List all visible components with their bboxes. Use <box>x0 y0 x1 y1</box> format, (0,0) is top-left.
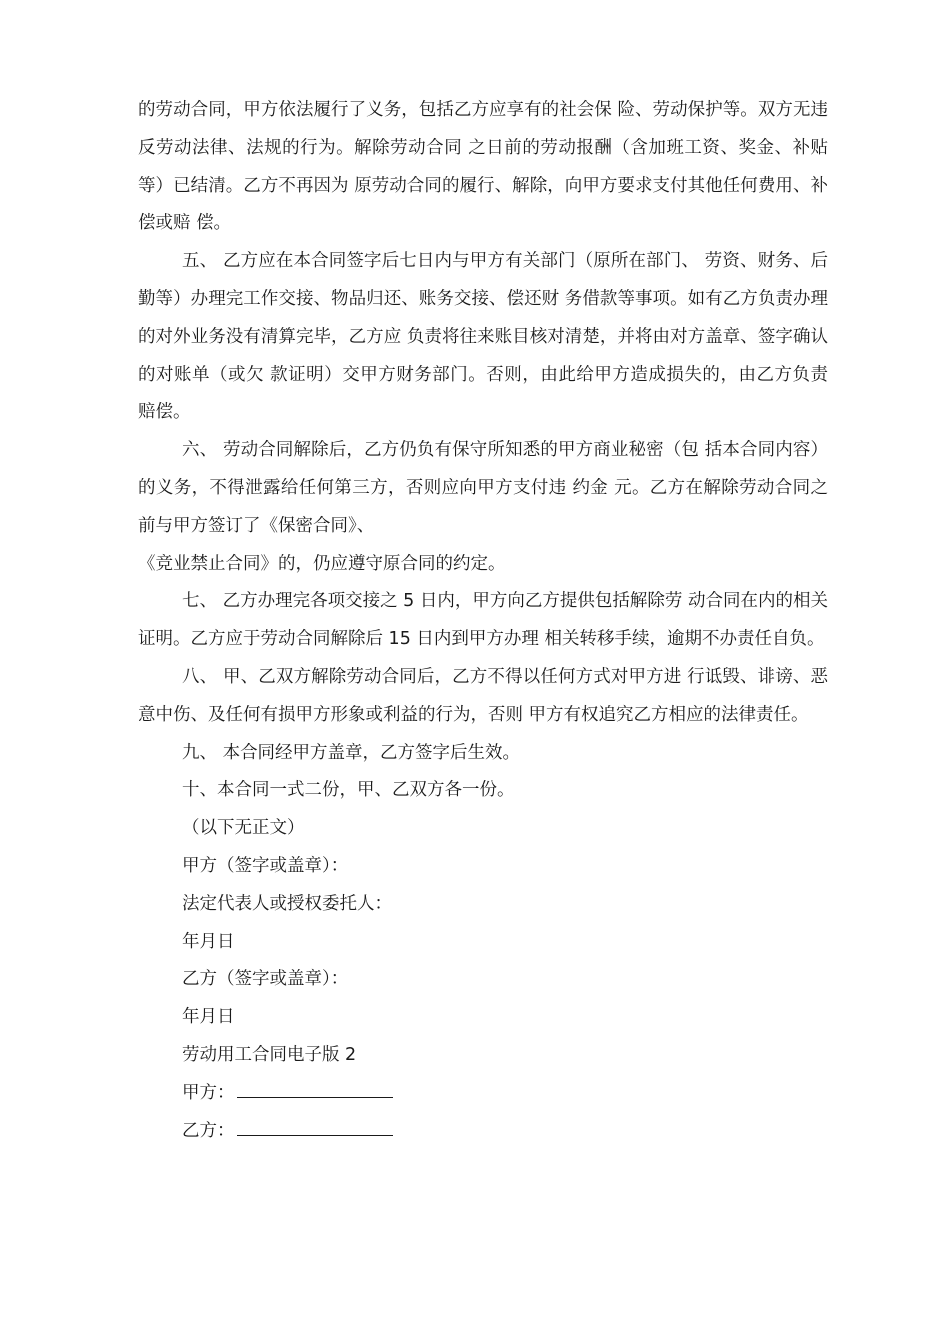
party-b-signature-label: 乙方（签字或盖章）： <box>182 969 349 990</box>
party-a-blank <box>237 1077 393 1098</box>
party-a-label: 甲方： <box>182 1082 235 1103</box>
party-b-field <box>138 1113 828 1151</box>
party-b-date-label: 年月日 <box>182 1007 235 1028</box>
paragraph-clause-7: 七、 乙方办理完各项交接之 5 日内，甲方向乙方提供包括解除劳 动合同在内的相关证明。乙方应于劳动合同解除后 15 日内到甲方办理 相关转移手续，逾期不办责任自负。 <box>138 591 828 650</box>
paragraph-clause-8: 八、 甲、乙双方解除劳动合同后，乙方不得以任何方式对甲方进 行诋毁、诽谤、恶意中伤、及任何有损甲方形象或利益的行为，否则 甲方有权追究乙方相应的法律责任。 <box>138 666 828 725</box>
legal-representative-label: 法定代表人或授权委托人： <box>182 893 392 914</box>
paragraph-clause-5: 五、 乙方应在本合同签字后七日内与甲方有关部门（原所在部门、 劳资、财务、后勤等）办理完工作交接、物品归还、账务交接、偿还财 务借款等事项。如有乙方负责办理的对外业务没有清算完毕，乙方应 负责将往来账目核对清楚，并将由对方盖章、签字确认的对账单（或欠 款证明）交甲方财务部门。否则，由此给甲方造成损失的，由乙方负责 赔偿。 <box>138 251 828 423</box>
document-body <box>138 92 828 1150</box>
party-a-signature-label: 甲方（签字或盖章）： <box>182 855 349 876</box>
party-a-date-label: 年月日 <box>182 931 235 952</box>
paragraph-clause-6: 六、 劳动合同解除后，乙方仍负有保守所知悉的甲方商业秘密（包 括本合同内容）的义务，不得泄露给任何第三方，否则应向甲方支付违 约金 元。乙方在解除劳动合同之前与甲方签订了《保密合同》、 <box>138 440 828 536</box>
no-further-text-note: （以下无正文） <box>182 818 305 839</box>
party-b-label: 乙方： <box>182 1120 235 1141</box>
paragraph-continued: 的劳动合同，甲方依法履行了义务，包括乙方应享有的社会保 险、劳动保护等。双方无违反劳动法律、法规的行为。解除劳动合同 之日前的劳动报酬（含加班工资、奖金、补贴等）已结清。乙方不再因为 原劳动合同的履行、解除，向甲方要求支付其他任何费用、补偿或赔 偿。 <box>138 100 828 234</box>
paragraph-clause-10: 十、本合同一式二份，甲、乙双方各一份。 <box>182 780 515 801</box>
paragraph-clause-9: 九、 本合同经甲方盖章，乙方签字后生效。 <box>182 742 521 763</box>
section-heading: 劳动用工合同电子版 2 <box>182 1044 357 1065</box>
party-a-field <box>138 1075 828 1113</box>
paragraph-clause-6-continued: 《竞业禁止合同》的，仍应遵守原合同的约定。 <box>138 553 506 574</box>
party-b-blank <box>237 1115 393 1136</box>
